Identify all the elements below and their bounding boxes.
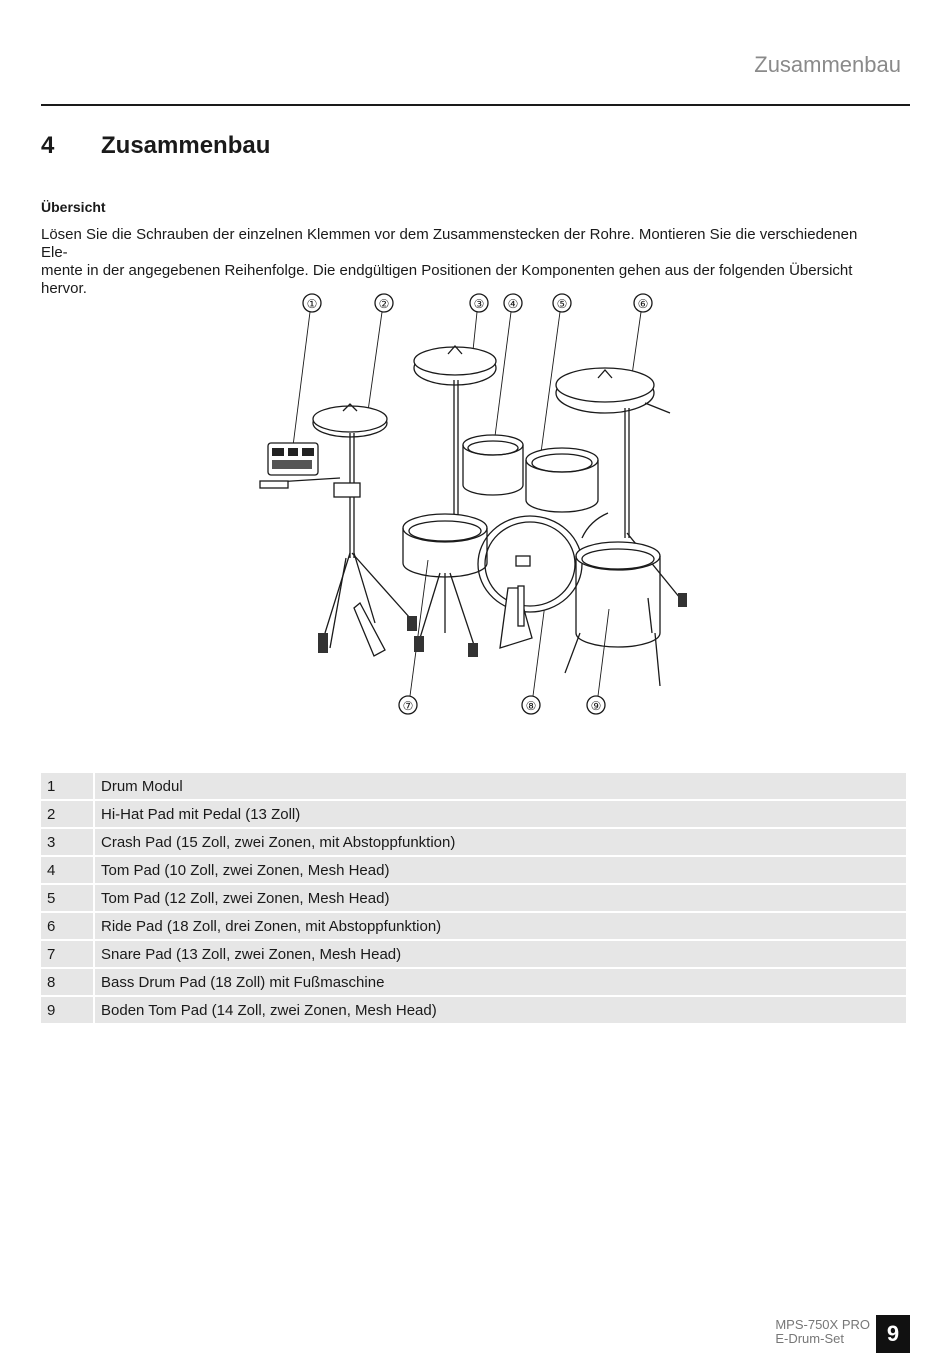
- svg-text:⑧: ⑧: [525, 699, 537, 713]
- callout-8: [522, 696, 540, 714]
- callout-3: [470, 294, 488, 312]
- callout-9: [587, 696, 605, 714]
- footer-model-name: MPS-750X PRO: [775, 1317, 870, 1332]
- chapter-number: 4: [41, 132, 55, 159]
- drum-module: [260, 443, 340, 488]
- part-description: Tom Pad (12 Zoll, zwei Zonen, Mesh Head): [95, 885, 906, 911]
- part-number: 9: [41, 997, 93, 1023]
- part-number: 4: [41, 857, 93, 883]
- svg-text:⑦: ⑦: [402, 699, 414, 713]
- table-row: [41, 885, 906, 911]
- svg-text:②: ②: [378, 297, 390, 311]
- crash-cymbal: [414, 346, 496, 518]
- intro-line: hervor.: [41, 280, 87, 297]
- part-number: 3: [41, 829, 93, 855]
- callout-5: [553, 294, 571, 312]
- section-heading: Übersicht: [41, 199, 106, 215]
- part-description: Drum Modul: [95, 773, 906, 799]
- part-number: 7: [41, 941, 93, 967]
- svg-text:④: ④: [507, 297, 519, 311]
- tom-10: [463, 435, 523, 495]
- callout-1: [303, 294, 321, 312]
- snare-drum: [403, 514, 487, 657]
- part-description: Boden Tom Pad (14 Zoll, zwei Zonen, Mesh Head): [95, 997, 906, 1023]
- intro-line: Lösen Sie die Schrauben der einzelnen Klemmen vor dem Zusammenstecken der Rohre. Montieren Sie die verschiedenen Ele-: [41, 226, 858, 261]
- chapter-title: Zusammenbau: [101, 132, 271, 159]
- svg-text:⑨: ⑨: [590, 699, 602, 713]
- table-row: [41, 801, 906, 827]
- parts-table: [39, 771, 908, 1025]
- table-row: [41, 857, 906, 883]
- table-row: [41, 969, 906, 995]
- header-rule: [41, 104, 910, 106]
- table-row: [41, 913, 906, 939]
- table-row: [41, 941, 906, 967]
- running-header: Zusammenbau: [754, 52, 901, 77]
- table-row: [41, 829, 906, 855]
- bass-drum: [478, 513, 608, 648]
- callout-2: [375, 294, 393, 312]
- callout-6: [634, 294, 652, 312]
- part-number: 1: [41, 773, 93, 799]
- drum-kit-illustration: [250, 288, 700, 720]
- svg-text:①: ①: [306, 297, 318, 311]
- part-description: Crash Pad (15 Zoll, zwei Zonen, mit Abstoppfunktion): [95, 829, 906, 855]
- callout-4: [504, 294, 522, 312]
- part-description: Ride Pad (18 Zoll, drei Zonen, mit Abstoppfunktion): [95, 913, 906, 939]
- svg-text:③: ③: [473, 297, 485, 311]
- intro-line: mente in der angegebenen Reihenfolge. Die endgültigen Positionen der Komponenten gehen aus der folgenden Übersicht: [41, 262, 853, 279]
- footer-model: [775, 1318, 870, 1346]
- tom-12: [526, 448, 598, 512]
- part-number: 8: [41, 969, 93, 995]
- part-description: Snare Pad (13 Zoll, zwei Zonen, Mesh Head): [95, 941, 906, 967]
- part-description: Tom Pad (10 Zoll, zwei Zonen, Mesh Head): [95, 857, 906, 883]
- hi-hat: [313, 404, 417, 656]
- part-description: Hi-Hat Pad mit Pedal (13 Zoll): [95, 801, 906, 827]
- svg-text:⑤: ⑤: [556, 297, 568, 311]
- table-row: [41, 773, 906, 799]
- chapter-heading: [41, 132, 270, 160]
- part-description: Bass Drum Pad (18 Zoll) mit Fußmaschine: [95, 969, 906, 995]
- part-number: 6: [41, 913, 93, 939]
- callout-7: [399, 696, 417, 714]
- table-row: [41, 997, 906, 1023]
- footer-product-type: E-Drum-Set: [775, 1331, 844, 1346]
- svg-text:⑥: ⑥: [637, 297, 649, 311]
- page-number: 9: [876, 1315, 910, 1353]
- part-number: 5: [41, 885, 93, 911]
- part-number: 2: [41, 801, 93, 827]
